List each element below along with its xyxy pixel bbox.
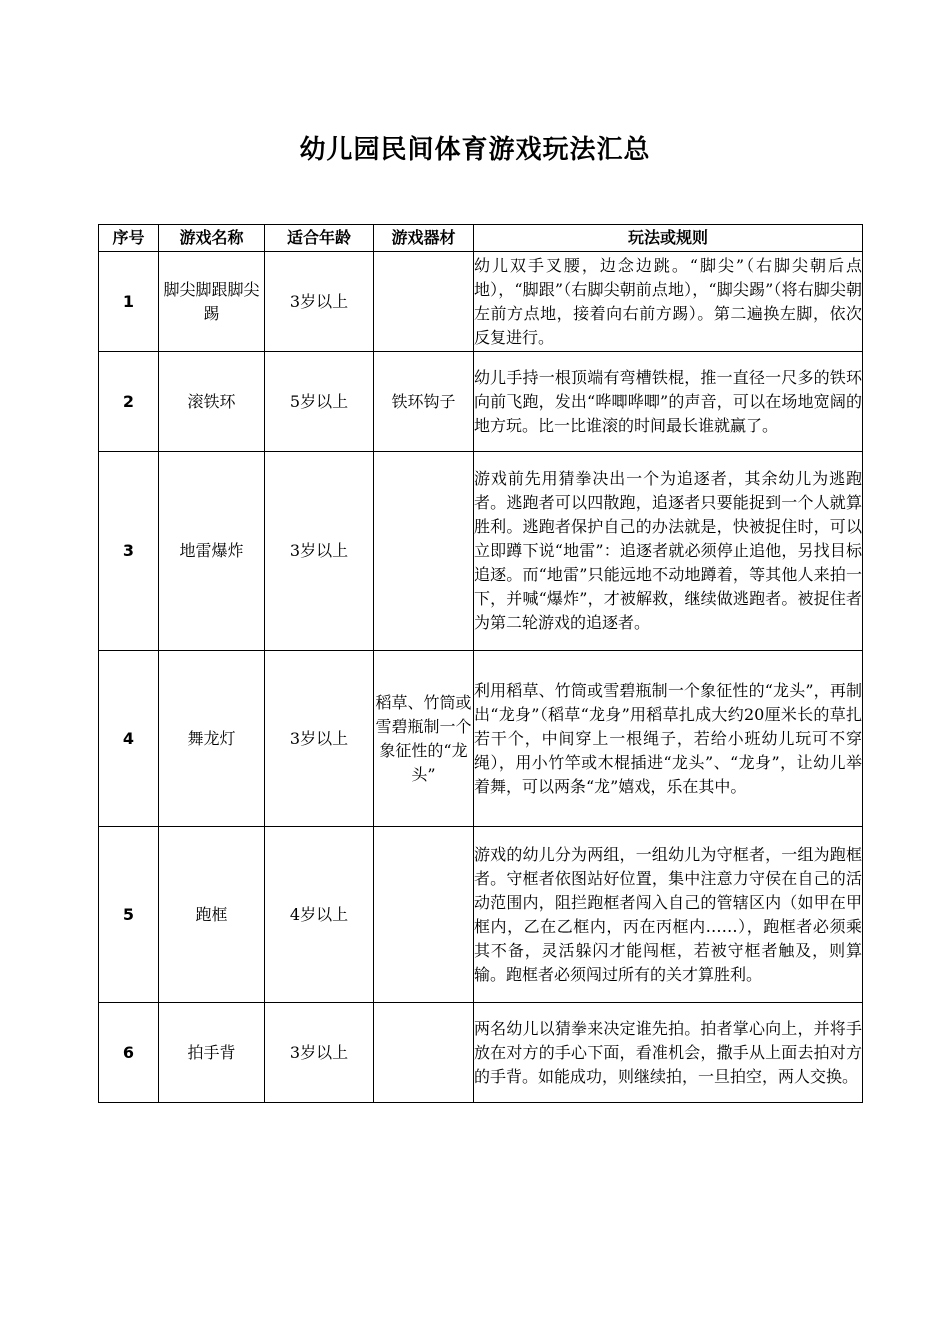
- row-name: 地雷爆炸: [159, 452, 265, 651]
- row-name: 脚尖脚跟脚尖踢: [159, 252, 265, 352]
- table-header-row: [99, 225, 863, 252]
- header-rule: 玩法或规则: [474, 225, 863, 252]
- table-row: [99, 352, 863, 452]
- header-equipment: 游戏器材: [374, 225, 474, 252]
- header-num: 序号: [99, 225, 159, 252]
- row-rule: 游戏的幼儿分为两组，一组幼儿为守框者，一组为跑框者。守框者依图站好位置，集中注意力守侯在自己的活动范围内，阻拦跑框者闯入自己的管辖区内（如甲在甲框内，乙在乙框内，丙在丙框内……），跑框者必须乘其不备，灵活躲闪才能闯框，若被守框者触及，则算输。跑框者必须闯过所有的关才算胜利。: [474, 827, 863, 1003]
- row-rule: 利用稻草、竹筒或雪碧瓶制一个象征性的“龙头”，再制出“龙身”（稻草“龙身”用稻草扎成大约20厘米长的草扎若干个，中间穿上一根绳子，若给小班幼儿玩可不穿绳），用小竹竿或木棍插进“龙头”、“龙身”，让幼儿举着舞，可以两条“龙”嬉戏，乐在其中。: [474, 651, 863, 827]
- row-num: 5: [99, 827, 159, 1003]
- table-row: [99, 252, 863, 352]
- row-age: 3岁以上: [265, 651, 374, 827]
- row-num: 6: [99, 1003, 159, 1103]
- row-equipment: [374, 827, 474, 1003]
- table-row: [99, 651, 863, 827]
- page-title: 幼儿园民间体育游戏玩法汇总: [299, 135, 651, 165]
- row-rule: 幼儿手持一根顶端有弯槽铁棍，推一直径一尺多的铁环向前飞跑，发出“哗唧哗唧”的声音，可以在场地宽阔的地方玩。比一比谁滚的时间最长谁就赢了。: [474, 352, 863, 452]
- row-num: 1: [99, 252, 159, 352]
- row-num: 3: [99, 452, 159, 651]
- row-num: 4: [99, 651, 159, 827]
- row-name: 跑框: [159, 827, 265, 1003]
- row-equipment: [374, 1003, 474, 1103]
- row-equipment: 铁环钩子: [374, 352, 474, 452]
- row-name: 滚铁环: [159, 352, 265, 452]
- header-name: 游戏名称: [159, 225, 265, 252]
- row-equipment: [374, 452, 474, 651]
- row-age: 3岁以上: [265, 1003, 374, 1103]
- row-rule: 两名幼儿以猜拳来决定谁先拍。拍者掌心向上，并将手放在对方的手心下面，看准机会，撒手从上面去拍对方的手背。如能成功，则继续拍，一旦拍空，两人交换。: [474, 1003, 863, 1103]
- games-table: [98, 224, 863, 1103]
- row-num: 2: [99, 352, 159, 452]
- row-age: 3岁以上: [265, 252, 374, 352]
- row-equipment: [374, 252, 474, 352]
- header-age: 适合年龄: [265, 225, 374, 252]
- table-row: [99, 827, 863, 1003]
- table-row: [99, 452, 863, 651]
- row-equipment: 稻草、竹筒或雪碧瓶制一个象征性的“龙头”: [374, 651, 474, 827]
- row-age: 5岁以上: [265, 352, 374, 452]
- row-rule: 游戏前先用猜拳决出一个为追逐者，其余幼儿为逃跑者。逃跑者可以四散跑，追逐者只要能捉到一个人就算胜利。逃跑者保护自己的办法就是，快被捉住时，可以立即蹲下说“地雷”：追逐者就必须停止追他，另找目标追逐。而“地雷”只能远地不动地蹲着，等其他人来拍一下，并喊“爆炸”，才被解救，继续做逃跑者。被捉住者为第二轮游戏的追逐者。: [474, 452, 863, 651]
- row-age: 3岁以上: [265, 452, 374, 651]
- row-age: 4岁以上: [265, 827, 374, 1003]
- row-name: 拍手背: [159, 1003, 265, 1103]
- row-rule: 幼儿双手叉腰，边念边跳。“脚尖”（右脚尖朝后点地），“脚跟”（右脚尖朝前点地），“脚尖踢”（将右脚尖朝左前方点地，接着向右前方踢）。第二遍换左脚，依次反复进行。: [474, 252, 863, 352]
- table-row: [99, 1003, 863, 1103]
- row-name: 舞龙灯: [159, 651, 265, 827]
